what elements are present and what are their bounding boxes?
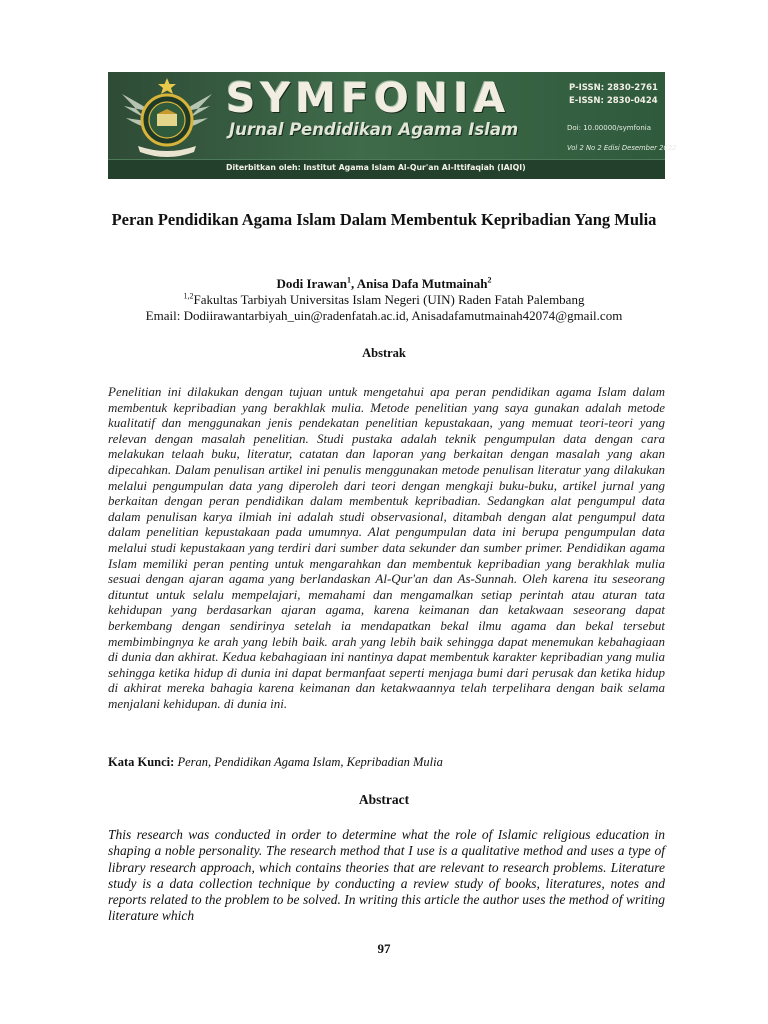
abstract-heading: Abstract [358,792,410,807]
publisher-text: Diterbitkan oleh: Institut Agama Islam Al-Qur'an Al-Ittifaqiah (IAIQI) [226,163,526,172]
journal-doi: Doi: 10.00000/symfonia [567,124,651,132]
journal-subtitle: Jurnal Pendidikan Agama Islam [229,120,519,139]
banner-top [108,72,677,160]
author-1: Dodi Irawan [276,276,347,291]
university-crest-icon [114,76,220,158]
keywords-label: Kata Kunci: [108,755,175,769]
journal-name: SYMFONIA [226,74,511,122]
p-issn: P-ISSN: 2830-2761 [569,83,658,93]
keywords-text: Peran, Pendidikan Agama Islam, Kepribadian Mulia [177,755,443,769]
journal-volume: Vol 2 No 2 Edisi Desember 2022 [567,144,677,152]
author-2-sup: 2 [487,275,492,285]
affiliation-sup: 1,2 [183,291,194,301]
journal-banner [108,72,677,179]
keywords [108,754,665,770]
article-title: Peran Pendidikan Agama Islam Dalam Membentuk Kepribadian Yang Mulia [111,210,657,229]
page-number: 97 [377,941,391,956]
author-1-sup: 1 [346,275,351,285]
issn-block [569,82,658,108]
publisher-stripe [108,159,665,179]
author-emails: Email: Dodiirawantarbiyah_uin@radenfatah.ac.id, Anisadafamutmainah42074@gmail.com [145,308,623,323]
abstrak-body: Penelitian ini dilakukan dengan tujuan untuk mengetahui apa peran pendidikan agama Islam dalam membentuk kepribadian yang berakhlak mulia. Metode penelitian yang saya gunakan adalah metode kualitatif dan menggunakan jenis pendekatan penelitian kepustakaan, yang memuat teori-teori yang relevan dengan masalah penelitian. Studi pustaka adalah teknik pengumpulan data dengan cara melakukan telaah buku, literatur, catatan dan laporan yang berkaitan dengan masalah yang akan dipecahkan. Dalam penulisan artikel ini penulis menggunakan metode penulisan literatur yang dilakukan melalui pengumpulan data yang diperoleh dari teori dengan mengkaji buku-buku, artikel jurnal yang berkaitan dengan peran pendidikan dalam membentuk kepribadian. Sedangkan alat pengumpul data dalam penulisan karya ilmiah ini adalah studi observasional, ditambah dengan alat pengumpul data dalam penelitian kepustakaan pada umumnya. Alat pengumpulan data ini berupa pengumpulan data melalui studi kepustakaan yang terdiri dari sumber data sekunder dan sumber primer. Pendidikan agama Islam memiliki peran penting untuk mengarahkan dan membentuk kepribadian yang berakhlak mulia sesuai dengan ajaran agama yang berlandaskan Al-Qur'an dan As-Sunnah. Oleh karena itu seseorang dituntut untuk selalu mempelajari, memahami dan mengamalkan setiap perintah atau aturan tata kehidupan yang berdasarkan ajaran agama, karena keimanan dan ketakwaan seseorang dapat berkembang dengan sendirinya setelah ia mendapatkan bekal ilmu agama dan bekal tersebut membimbingnya ke arah yang lebih baik. arah yang lebih baik sehingga dapat menemukan kebahagiaan di dunia dan akhirat. Kedua kebahagiaan ini nantinya dapat membentuk karakter kepribadian yang mulia sehingga ketika hidup di dunia ini dapat bermanfaat seperti menjaga bumi dari perusak dan ketika hidup di akhirat mereka bahagia karena keimanan dan ketakwaannya telah terpelihara dengan baik selama menjalani kehidupan. di dunia ini. [108,384,665,711]
abstrak-heading: Abstrak [362,346,406,360]
author-separator: , [350,276,357,291]
e-issn: E-ISSN: 2830-0424 [569,96,658,106]
author-2: Anisa Dafa Mutmainah [356,276,488,291]
abstract-body: This research was conducted in order to determine what the role of Islamic religious education in shaping a noble personality. The research method that I use is a qualitative method and uses a type of library research approach, which contains theories that are relevant to research problems. Literature study is a data collection technique by conducting a review study of books, literatures, notes and reports related to the problem to be solved. In writing this article the author uses the method of writing literature which [108,827,665,924]
affiliation-text: Fakultas Tarbiyah Universitas Islam Negeri (UIN) Raden Fatah Palembang [193,292,585,307]
